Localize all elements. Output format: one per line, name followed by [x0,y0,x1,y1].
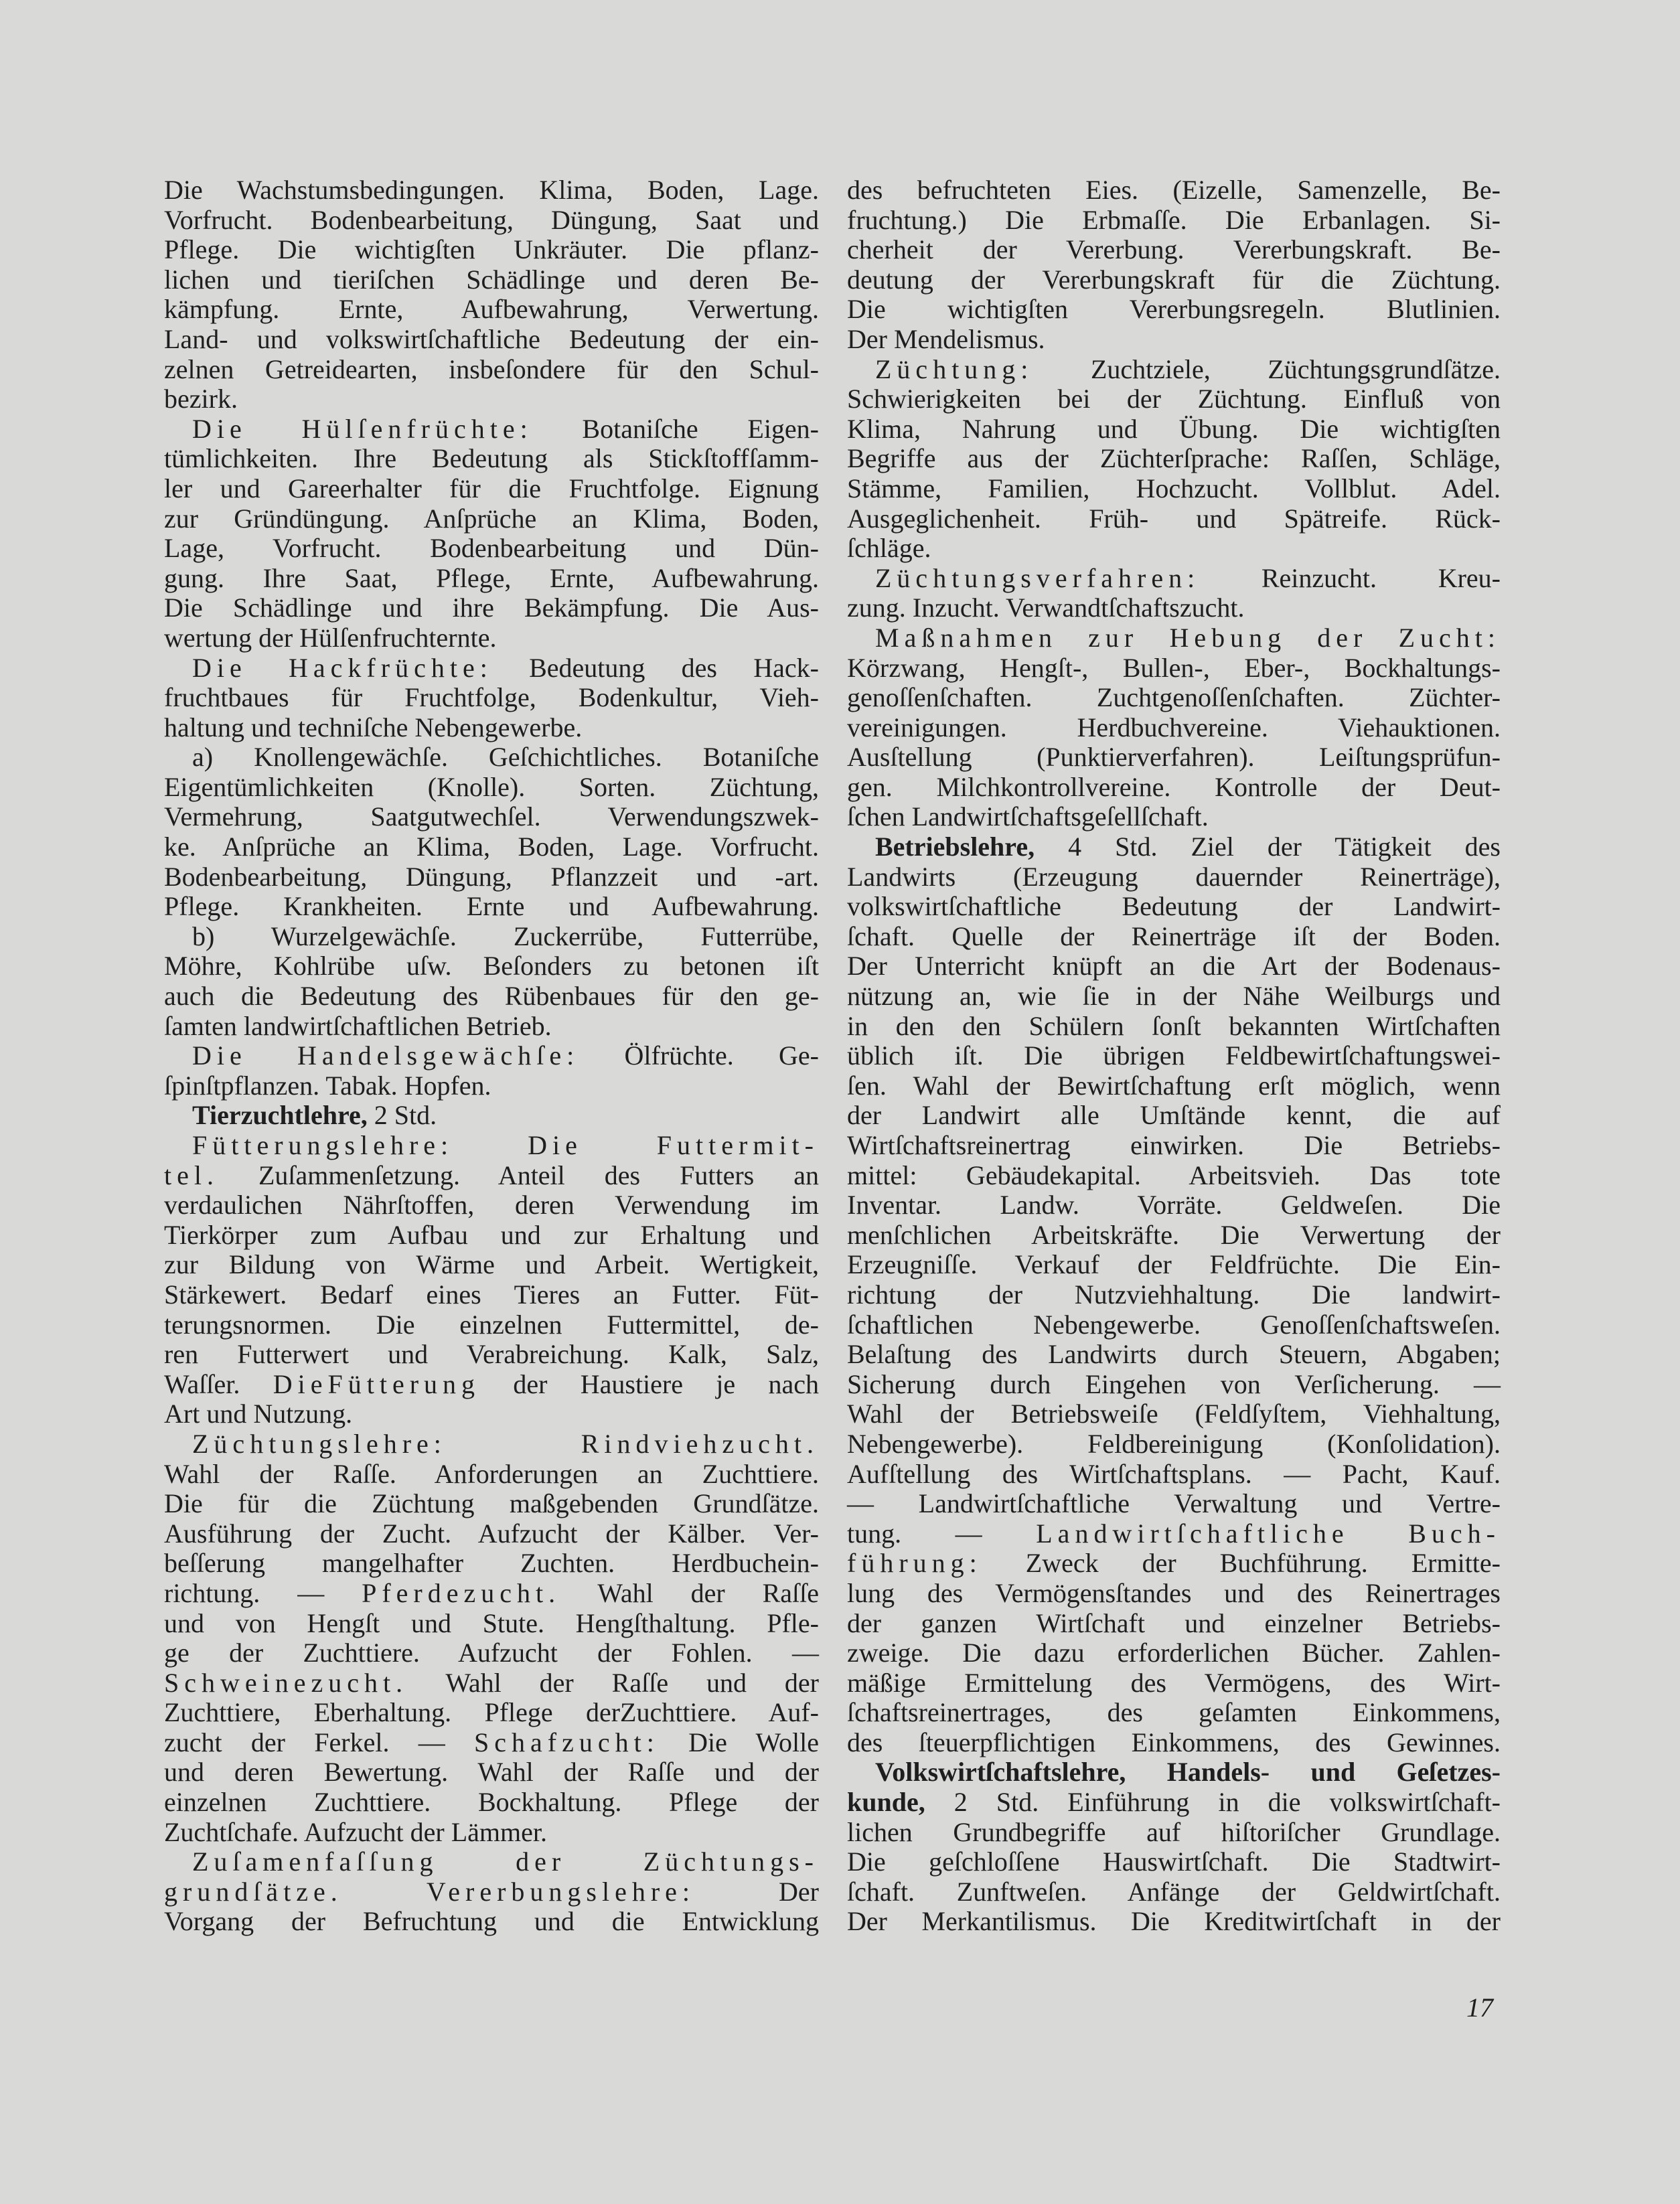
text-line [164,1668,819,1699]
spaced-emphasis-text: Zuſamenfaſſung der Züchtungs- [192,1846,819,1877]
text-line [164,713,819,743]
text-run: 2 Std. Einführung in die volkswirtſchaft- [925,1787,1501,1818]
text-line [847,862,1501,892]
text-run: ſchaftlichen Nebengewerbe. Genoſſenſchaftsweſen. [847,1309,1501,1340]
text-line [847,742,1501,773]
text-line [164,235,819,265]
text-line [847,1221,1501,1251]
text-run: Wahl der Raſſe und der [408,1667,819,1698]
text-run: ren Futterwert und Verabreichung. Kalk, Salz, [164,1339,819,1370]
text-run: — Landwirtſchaftliche Verwaltung und Vertre- [847,1488,1501,1519]
text-run: Der Merkantilismus. Die Kreditwirtſchaft in der [847,1906,1501,1937]
text-run: Die wichtigſten Vererbungsregeln. Blutlinien. [847,294,1501,325]
text-run: zweige. Die dazu erforderlichen Bücher. Zahlen- [847,1638,1501,1668]
text-run: lichen Grundbegriffe auf hiſtoriſcher Grundlage. [847,1816,1501,1847]
text-run: Die Schädlinge und ihre Bekämpfung. Die Aus- [164,593,819,623]
text-line [164,1788,819,1818]
text-run: gen. Milchkontrollvereine. Kontrolle der Deut- [847,771,1501,802]
spaced-emphasis-text: Züchtung: [875,353,1034,384]
text-run: Ausgeglichenheit. Früh- und Spätreife. Rück- [847,503,1501,534]
text-run: Pflege. Krankheiten. Ernte und Aufbewahrung. [164,891,819,922]
text-run: genoſſenſchaften. Zuchtgenoſſenſchaften. Züchter- [847,682,1501,713]
text-line [164,295,819,325]
text-line [847,1877,1501,1907]
text-run: Möhre, Kohlrübe uſw. Beſonders zu betonen iſt [164,951,819,981]
text-line [847,1071,1501,1101]
text-line [164,1429,819,1460]
text-line [847,1609,1501,1639]
text-run: ſpinſtpflanzen. Tabak. Hopfen. [164,1070,491,1101]
text-run: ke. Anſprüche an Klima, Boden, Lage. Vorfrucht. [164,832,819,862]
text-run: Zuchtziele, Züchtungsgrundſätze. [1033,353,1501,384]
spaced-emphasis-text: Die Hülſenfrüchte: [192,413,533,444]
text-run: der ganzen Wirtſchaft und einzelner Betriebs- [847,1607,1501,1638]
text-run: ſchen Landwirtſchaftsgeſellſchaft. [847,801,1209,832]
text-line [847,1638,1501,1668]
text-line [847,981,1501,1012]
text-line [164,355,819,385]
text-line [847,534,1501,564]
text-run: Art und Nutzung. [164,1399,353,1429]
text-run [343,1877,427,1907]
text-run: Ausführung der Zucht. Aufzucht der Kälber. Ver- [164,1518,819,1549]
text-line [164,653,819,684]
text-run: bezirk. [164,384,238,414]
spaced-emphasis-text: Maßnahmen zur Hebung der Zucht: [875,622,1501,653]
text-line [847,593,1501,623]
spaced-emphasis-text: Rindviehzucht. [581,1428,819,1459]
spaced-emphasis-text: Züchtungsverfahren: [875,562,1201,593]
text-run: des befruchteten Eies. (Eizelle, Samenzelle, Be- [847,175,1501,205]
text-line [164,1460,819,1490]
text-line [847,1131,1501,1161]
text-run: Wahl der Betriebsweiſe (Feldſyſtem, Viehhaltung, [847,1399,1501,1429]
text-line [847,1250,1501,1280]
text-line [164,414,819,445]
bold-heading-text: Volkswirtſchaftslehre, Handels- und Geſetzes- [875,1757,1501,1788]
text-line [164,742,819,773]
page-number: 17 [1466,1992,1493,2023]
text-run: mittel: Gebäudekapital. Arbeitsvieh. Das tote [847,1160,1501,1190]
text-line [847,1370,1501,1400]
text-line [847,1190,1501,1221]
text-run: mäßige Ermittelung des Vermögens, des Wirt- [847,1667,1501,1698]
text-line [164,1847,819,1877]
text-line [164,593,819,623]
text-run: Sicherung durch Eingehen von Verſicherung. — [847,1368,1501,1399]
text-line [847,355,1501,385]
text-line [847,683,1501,713]
text-run: zucht der Ferkel. — [164,1727,475,1757]
text-run: Wirtſchaftsreinertrag einwirken. Die Betriebs- [847,1130,1501,1160]
text-line [164,534,819,564]
text-line [847,1668,1501,1699]
text-run: ler und Gareerhalter für die Fruchtfolge. Eignung [164,473,819,503]
text-line [847,1399,1501,1429]
spaced-emphasis-text: Die Handelsgewächſe: [192,1040,580,1071]
text-line [847,1698,1501,1728]
text-run: Inventar. Landw. Vorräte. Geldweſen. Die [847,1190,1501,1221]
text-line [164,922,819,952]
text-line [847,892,1501,922]
text-run: kämpfung. Ernte, Aufbewahrung, Verwertung. [164,294,819,325]
text-line [847,1489,1501,1519]
text-run: Lage, Vorfrucht. Bodenbearbeitung und Dün- [164,533,819,564]
spaced-emphasis-text: Schweinezucht. [164,1667,408,1698]
text-line [164,802,819,832]
text-run: zelnen Getreidearten, insbeſondere für den Schul- [164,353,819,384]
text-line [164,683,819,713]
text-line [164,325,819,355]
text-line [164,1131,819,1161]
text-line [164,1549,819,1579]
text-run: der Landwirt alle Umſtände kennt, die auf [847,1100,1501,1131]
text-run: Belaſtung des Landwirts durch Steuern, Abgaben; [847,1339,1501,1370]
text-line [847,504,1501,534]
text-line [164,1280,819,1310]
spaced-emphasis-text: führung: [847,1548,982,1579]
text-run: Vorfrucht. Bodenbearbeitung, Düngung, Saat und [164,204,819,235]
text-run: Zuſammenſetzung. Anteil des Futters an [218,1160,819,1190]
text-line [164,1071,819,1101]
text-line [847,1310,1501,1340]
text-run: ſen. Wahl der Bewirtſchaftung erſt möglich, wenn [847,1070,1501,1101]
text-line [164,206,819,236]
text-run: deutung der Vererbungskraft für die Züchtung. [847,264,1501,295]
text-line [847,653,1501,684]
text-line [847,802,1501,832]
text-run: Stärkewert. Bedarf eines Tieres an Futter. Füt- [164,1279,819,1310]
text-line [847,325,1501,355]
text-run: Schwierigkeiten bei der Züchtung. Einfluß von [847,384,1501,414]
spaced-emphasis-text: Züchtungslehre: [192,1428,447,1459]
text-run: ge der Zuchttiere. Aufzucht der Fohlen. — [164,1638,819,1668]
text-run: und deren Bewertung. Wahl der Raſſe und der [164,1757,819,1788]
text-line [164,1579,819,1609]
spaced-emphasis-text: tel. [164,1160,219,1190]
text-line [847,1161,1501,1191]
text-run: ſchaftsreinertrages, des geſamten Einkommens, [847,1697,1501,1728]
text-line [164,623,819,653]
spaced-emphasis-text: Pferdezucht. [362,1577,561,1608]
text-line [164,1489,819,1519]
text-line [164,1340,819,1370]
text-line [847,832,1501,862]
text-line [847,1041,1501,1071]
text-line [164,951,819,981]
text-line [847,414,1501,445]
text-line [847,1429,1501,1460]
text-run: Botaniſche Eigen- [532,413,820,444]
text-run: Die für die Züchtung maßgebenden Grundſätze. [164,1488,819,1519]
text-run: Aufſtellung des Wirtſchaftsplans. — Pacht, Kauf. [847,1458,1501,1489]
text-line [164,444,819,474]
text-run: vereinigungen. Herdbuchvereine. Viehauktionen. [847,712,1501,742]
text-run: tung. — [847,1518,1037,1549]
text-line [847,295,1501,325]
text-run: terungsnormen. Die einzelnen Futtermittel, de- [164,1309,819,1340]
text-line [164,1519,819,1549]
text-line [164,1638,819,1668]
text-run: haltung und techniſche Nebengewerbe. [164,712,583,742]
text-line [164,1877,819,1907]
text-run: cherheit der Vererbung. Vererbungskraft. Be- [847,234,1501,265]
text-run: gung. Ihre Saat, Pflege, Ernte, Aufbewahrung. [164,562,819,593]
text-run: Ölfrüchte. Ge- [579,1040,819,1071]
text-line [847,1460,1501,1490]
text-line [164,1250,819,1280]
text-line [847,1012,1501,1042]
text-line [164,1221,819,1251]
text-line [164,832,819,862]
text-run: Die Wachstumsbedingungen. Klima, Boden, Lage. [164,175,819,205]
text-run: Pflege. Die wichtigſten Unkräuter. Die pflanz- [164,234,819,265]
text-run: Die Wolle [659,1727,819,1757]
text-run: üblich iſt. Die übrigen Feldbewirtſchaftungswei- [847,1040,1501,1071]
text-run: 2 Std. [367,1100,437,1131]
text-line [164,1728,819,1758]
spaced-emphasis-text: DieFütterung [273,1368,481,1399]
text-run: fruchtung.) Die Erbmaſſe. Die Erbanlagen. Si- [847,204,1501,235]
text-run: menſchlichen Arbeitskräfte. Die Verwertung der [847,1219,1501,1250]
text-run: zur Gründüngung. Anſprüche an Klima, Boden, [164,503,819,534]
text-run: Zuchtſchafe. Aufzucht der Lämmer. [164,1816,547,1847]
text-run: richtung der Nutzviehhaltung. Die landwirt- [847,1279,1501,1310]
text-line [847,1519,1501,1549]
text-line [164,1161,819,1191]
text-line [164,384,819,414]
text-line [847,265,1501,295]
text-run: Der Mendelismus. [847,323,1045,354]
text-run: Reinzucht. Kreu- [1200,562,1501,593]
text-line [847,444,1501,474]
text-line [164,1818,819,1848]
text-line [847,384,1501,414]
text-run: verdaulichen Nährſtoffen, deren Verwendung im [164,1190,819,1221]
text-line [164,564,819,594]
spaced-emphasis-text: Schafzucht: [474,1727,660,1757]
text-line [847,1101,1501,1131]
text-line [164,1757,819,1788]
text-run: ſchläge. [847,533,931,564]
bold-heading-text: Tierzuchtlehre, [192,1100,368,1131]
text-run: fruchtbaues für Fruchtfolge, Bodenkultur, Vieh- [164,682,819,713]
text-run: b) Wurzelgewächſe. Zuckerrübe, Futterrübe, [192,921,819,951]
text-line [164,862,819,892]
text-line [164,1399,819,1429]
text-line [164,892,819,922]
text-line [164,1698,819,1728]
text-run: auch die Bedeutung des Rübenbaues für den ge- [164,981,819,1012]
text-run: Landwirts (Erzeugung dauernder Reinerträge), [847,861,1501,892]
text-run: Vorgang der Befruchtung und die Entwicklung [164,1906,819,1937]
text-run: lichen und tieriſchen Schädlinge und deren Be- [164,264,819,295]
text-run: Wahl der Raſſe. Anforderungen an Zuchttiere. [164,1458,819,1489]
text-run: Eigentümlichkeiten (Knolle). Sorten. Züchtung, [164,771,819,802]
text-line [847,235,1501,265]
spaced-emphasis-text: Fütterungslehre: Die Futtermit- [192,1130,819,1160]
spaced-emphasis-text: grundſätze. [164,1876,343,1907]
text-run [447,1429,581,1459]
text-run: wertung der Hülſenfruchternte. [164,622,497,653]
text-run: in den den Schülern ſonſt bekannten Wirtſchaften [847,1010,1501,1041]
text-run: Waſſer. [164,1368,273,1399]
text-run: Klima, Nahrung und Übung. Die wichtigſten [847,413,1501,444]
text-run: nützung an, wie ſie in der Nähe Weilburgs und [847,981,1501,1012]
text-run: Erzeugniſſe. Verkauf der Feldfrüchte. Die Ein- [847,1249,1501,1280]
text-run: Stämme, Familien, Hochzucht. Vollblut. Adel. [847,473,1501,503]
spaced-emphasis-text: Vererbungslehre: [426,1876,696,1907]
text-line [847,474,1501,504]
text-line [164,773,819,803]
text-run: Zuchttiere, Eberhaltung. Pflege derZuchttiere. Auf- [164,1697,819,1728]
text-line [847,1280,1501,1310]
text-run: beſſerung mangelhafter Zuchten. Herdbuchein- [164,1548,819,1579]
text-run: Vermehrung, Saatgutwechſel. Verwendungszwek- [164,801,819,832]
left-column [164,175,819,1937]
text-run: Tierkörper zum Aufbau und zur Erhaltung und [164,1219,819,1250]
text-line [164,1190,819,1221]
text-line [164,1907,819,1937]
text-run: der Haustiere je nach [480,1368,819,1399]
text-run: Die geſchloſſene Hauswirtſchaft. Die Stadtwirt- [847,1846,1501,1877]
text-line [847,951,1501,981]
text-run: Bedeutung des Hack- [492,652,819,683]
bold-heading-text: Betriebslehre, [875,832,1035,862]
text-run: Der [695,1876,819,1907]
text-line [847,1907,1501,1937]
text-run: ſchaft. Zunftweſen. Anfänge der Geldwirtſchaft. [847,1876,1501,1907]
bold-heading-text: kunde, [847,1787,925,1818]
text-run: Begriffe aus der Züchterſprache: Raſſen, Schläge, [847,443,1501,474]
text-run: tümlichkeiten. Ihre Bedeutung als Stickſtoffſamm- [164,443,819,474]
text-line [847,564,1501,594]
text-line [847,1818,1501,1848]
text-line [847,1847,1501,1877]
text-line [164,1012,819,1042]
text-run: Nebengewerbe). Feldbereinigung (Konſolidation). [847,1428,1501,1459]
text-run: ſamten landwirtſchaftlichen Betrieb. [164,1010,552,1041]
text-run: Zweck der Buchführung. Ermitte- [982,1548,1501,1579]
text-run: Der Unterricht knüpft an die Art der Bodenaus- [847,951,1501,981]
text-run: a) Knollengewächſe. Geſchichtliches. Botaniſche [192,742,819,773]
text-run: zung. Inzucht. Verwandtſchaftszucht. [847,593,1245,623]
text-run: Körzwang, Hengſt-, Bullen-, Eber-, Bockhaltungs- [847,652,1501,683]
spaced-emphasis-text: Die Hackfrüchte: [192,652,493,683]
text-run: richtung. — [164,1577,362,1608]
text-line [847,922,1501,952]
text-line [847,713,1501,743]
text-line [164,474,819,504]
text-line [847,1757,1501,1788]
text-run: Wahl der Raſſe [560,1577,819,1608]
text-run: 4 Std. Ziel der Tätigkeit des [1035,832,1501,862]
text-line [847,1728,1501,1758]
text-run: und von Hengſt und Stute. Hengſthaltung. Pfle- [164,1607,819,1638]
text-line [847,1549,1501,1579]
text-line [164,265,819,295]
text-line [164,981,819,1012]
text-line [847,623,1501,653]
text-run: volkswirtſchaftliche Bedeutung der Landwirt- [847,891,1501,922]
text-line [847,1579,1501,1609]
text-run: Ausſtellung (Punktierverfahren). Leiſtungsprüfun- [847,742,1501,773]
text-run: des ſteuerpflichtigen Einkommens, des Gewinnes. [847,1727,1501,1757]
text-run: Bodenbearbeitung, Düngung, Pflanzzeit und -art. [164,861,819,892]
text-run: zur Bildung von Wärme und Arbeit. Wertigkeit, [164,1249,819,1280]
text-line [164,1101,819,1131]
text-line [164,175,819,206]
text-run: einzelnen Zuchttiere. Bockhaltung. Pflege der [164,1787,819,1818]
text-line [847,206,1501,236]
spaced-emphasis-text: Landwirtſchaftliche Buch- [1036,1518,1501,1549]
text-line [164,1041,819,1071]
text-line [847,773,1501,803]
text-line [164,1310,819,1340]
text-line [847,1340,1501,1370]
right-column [847,175,1501,1937]
text-line [164,1370,819,1400]
text-line [847,175,1501,206]
text-run: lung des Vermögensſtandes und des Reinertrages [847,1577,1501,1608]
text-line [164,504,819,534]
text-run: ſchaft. Quelle der Reinerträge iſt der Boden. [847,921,1501,951]
text-line [164,1609,819,1639]
text-line [847,1788,1501,1818]
text-run: Land- und volkswirtſchaftliche Bedeutung der ein- [164,323,819,354]
